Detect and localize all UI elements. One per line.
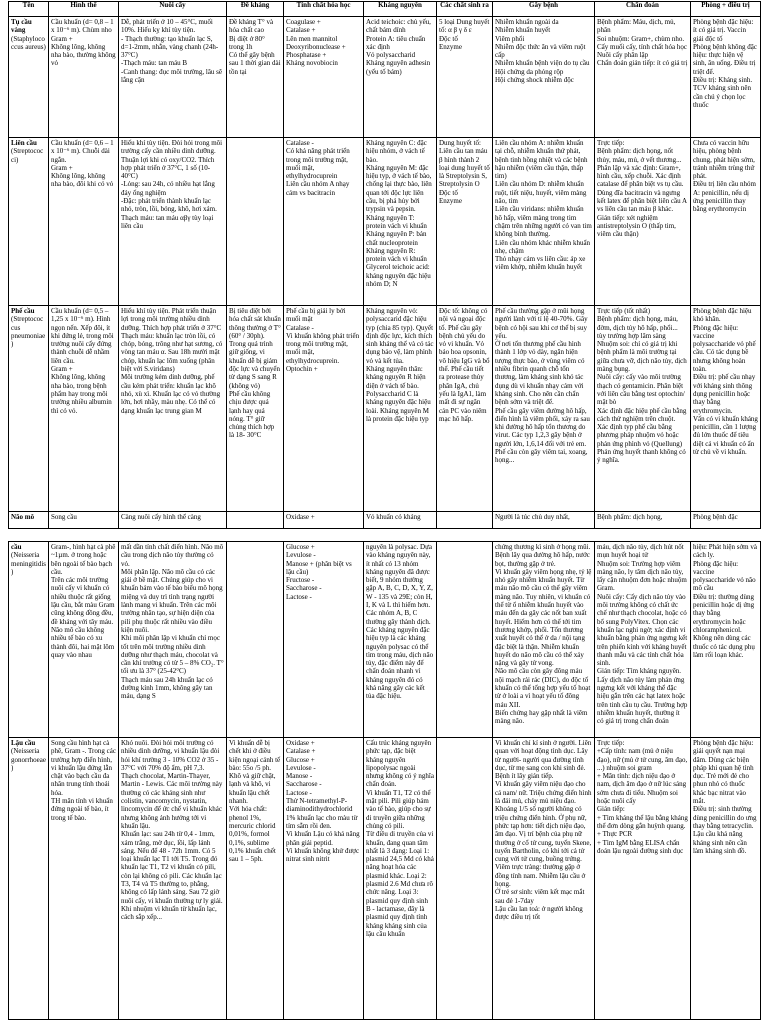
meningo-antigens-cell: nguyên là polysac. Dựa vào kháng nguyên này, ít nhất có 13 nhóm kháng nguyên đã được biết, 9 nhóm thường gặp A, B, C, D, X, Y, Z, W - 135 và 29E; còn H, I, K và L thì hiếm hơn. Các nhóm A, B, C thường gây thành dịch. Các kháng nguyên đặc hiệu typ là các kháng nguyên polysac có thể tìm trong máu, dịch não tủy, đặc điểm này để chẩn đoán nhanh vì kháng nguyên đó có khả năng gây các kết tủa đặc hiệu. [364,542,437,738]
meningo-products-cell [437,542,493,738]
header-resistance: Đề kháng [227,2,284,17]
strep-culture-cell: Hiếu khí tùy tiện. Đòi hỏi trong môi trường cấy cần nhiều dinh dưỡng. Thuận lợi khi có oxy/CO2. Thích hợp phát triển ở 37°C, 1 số (10-40°C) -Lỏng: sau 24h, có nhiều hạt lắng đáy ống nghiệm -Đặc: phát triển thành khuẩn lạc nhỏ, tròn, lồi, bóng, khô, hơi xám. Thạch máu: tan máu αβγ tùy loại liên cầu [119,138,227,306]
staph-name: Tụ cầu vàng [11,18,32,35]
bacteria-table-page-1 [8,1,761,529]
pneumo-products-cell: Độc tố: không có nội và ngoại độc tố. Phế cầu gây bệnh chủ yếu do vỏ vi khuẩn. Vỏ bảo hoa opsonin, vô hiệu IgG và bổ thể. Phế cầu tiết ra protease thủy phân IgA, chủ yếu là IgA1, làm mất đi sự ngăn cản PC vào niêm mạc hô hấp. [437,306,493,512]
strep-name: Liên cầu [11,139,37,147]
header-culture: Nuôi cấy [119,2,227,17]
meningo-top-biochemistry-cell: Oxidase + [284,512,364,529]
staph-culture-cell: Dễ, phát triển ở 10 – 45°C, muối 10%. Hiếu kỵ khí tùy tiện. - Thạch thường: tạo khuẩn lạc S, d=1-2mm, nhẵn, vàng chanh (24h- 37°C) -Thạch máu: tan máu B -Canh thang: đục môi trường, lâu sẽ lắng cặn [119,17,227,138]
meningo-top-culture-cell: Càng nuôi cấy hình thể càng [119,512,227,529]
pneumo-name: Phế cầu [11,307,35,315]
meningo-top-name-cell [9,512,49,529]
meningo-top-morphology-cell: Song cầu [49,512,119,529]
pneumo-resistance-cell: Bị tiêu diệt bởi hóa chất sát khuẩn thông thường ở T° (60° / 30ph). Trong quá trình giữ giống, vi khuẩn dễ bị giảm độc lực và chuyển từ dạng S sang R (không vỏ) Phế cầu không chịu được quá lạnh hay quá nóng. T° giữ chủng thích hợp là 18- 30°C [227,306,284,512]
table-row-meningococcus [9,542,761,738]
table-row-staphylococcus [9,17,761,138]
strep-products-cell: Dung huyết tố: Liên cầu tan máu β hình thành 2 loại dung huyết tố là Streptolysin S, Streptolysin O Độc tố Enzyme [437,138,493,306]
staph-biochemistry-cell: Coagulase + Catalase + Lên men mannitol Deoxyribonuclease + Phosphatase + Kháng novobiocin [284,17,364,138]
meningo-morphology-cell: Gram-, hình hạt cà phê ~1µm. ở trong hoặc bên ngoài tế bào bạch cầu. Trên các môi trường nuôi cấy vi khuẩn có nhiều thuộc rất giống lậu cầu, bắt màu Gram cũng không đồng đều, đề kháng với tây máu. Não mô cầu không nhiều tế bào có xu thành đôi, hai mặt lõm quay vào nhau [49,542,119,738]
table-row-streptococcus [9,138,761,306]
gono-latin-name: (Neisseria gonorrhoeae) [11,747,46,772]
staph-name-cell [9,17,49,138]
meningo-top-diagnosis-cell: Bệnh phẩm: dịch họng, [595,512,691,529]
header-antigens: Kháng nguyên [364,2,437,17]
pneumo-prevention-cell: Phòng bệnh đặc hiệu khó khăn. Phòng đặc hiệu: vaccine polysaccharide vỏ phế cầu. Có tác dụng bề nhưng không hoàn toàn. Điều trị: phế cầu nhạy với kháng sinh thông dụng penicillin hoặc thay bằng erythromycin. Vấn có vi khuẩn kháng penicillin, cần 1 lượng đủ lớn thuốc để tiêu diệt cả vi khuẩn có ẩn từ chủ về vi khuẩn. [691,306,761,512]
gono-morphology-cell: Song cầu hình hạt cà phê, Gram -. Trong các trường hợp điển hình, vi khuẩn lậu đứng lẫn chật vào bạch cầu đa nhân trung tính thoái hóa. TH mãn tính vi khuẩn đứng ngoài tế bào, ít trong tế bào. [49,738,119,1020]
gono-biochemistry-cell: Oxidase + Catalase + Glucose + Levulose - Manose - Saccharose - Lactose - Thử N-tetramethyl-P-diaminodithydrochlorid 1% khuẩn lạc cho màu từ tím sẫm rồi đen. Vi khuẩn Lậu có khả năng phân giải peptid. Vi khuẩn không khử được nitrat sinh nitrit [284,738,364,1020]
pneumo-biochemistry-cell: Phế cầu bị giải ly bởi muối mật Catalase - Vi khuẩn không phát triển trong môi trường mật, muối mật, ethylhydrocuprein. Optochin + [284,306,364,512]
table-row-meningococcus-top [9,512,761,529]
pneumo-name-cell [9,306,49,512]
strep-pathogenesis-cell: Liên cầu nhóm A: nhiễm khuẩn tại chỗ, nhiễm khuẩn thứ phát, bệnh tinh hồng nhiệt và các bệnh hậu nhiễm (viêm cầu thận, thấp tim) Liên cầu nhóm D: nhiễm khuẩn ruột, tiết niệu, huyết, viêm màng não, tim Liên cầu viridans: nhiễm khuẩn hô hấp, viêm màng trong tim chậm trên những người có van tim không bình thường. Liên cầu nhóm khác nhiễm khuẩn nhẹ, chậm Thỏ nhạy cảm vs liên cầu: áp xe viêm khớp, nhiễm khuẩn huyết [493,138,595,306]
pneumo-latin-name: (Streptococcus pneumoniae) [11,315,46,349]
gono-diagnosis-cell: Trực tiếp: +Cấp tính: nam (mủ ở niệu đạo), nữ (mủ ở tử cung, âm đạo, ...) nhuộm soi gram + Mãn tính: dịch niệu đạo ở nam, dịch âm đạo ở nữ lúc sáng sớm chưa đi tiểu. Nhuộm soi hoặc nuôi cấy Gián tiếp: + Tìm kháng thể lậu bằng kháng thể đơn dòng gắn huỳnh quang. + Thực PCR + Tìm IgM bằng ELISA chẩn đoán lậu ngoài đường sinh dục [595,738,691,1020]
meningo-name-cell [9,542,49,738]
meningo-latin-name: (Neisseria meningitidis) [11,551,46,576]
strep-latin-name: (Streptococci) [11,147,44,164]
strep-antigens-cell: Kháng nguyên C: đặc hiệu nhóm, ở vách tế bào. Kháng nguyên M: đặc hiệu typ, ở vách tế bào, chống lại thực bào, liên quan tới độc lực liên cầu, bị phá hủy bởi trypsin và pepsin. Kháng nguyên T: protein vách vi khuẩn Kháng nguyên P: bản chất nucleoprotein Kháng nguyên R: protein vách vi khuẩn Glycerol teichoic acid: kháng nguyên đặc hiệu nhóm D; N [364,138,437,306]
strep-resistance-cell [227,138,284,306]
meningo-top-pathogenesis-cell: Người là túc chủ duy nhất, [493,512,595,529]
staph-prevention-cell: Phòng bệnh đặc hiệu: ít có giá trị. Vaccin giải độc tố Phòng bệnh không đặc hiệu: thực hiện vệ sinh, ăn uống. Điều trị triệt để. Điều trị: Kháng sinh. TCV kháng sinh nên cần chú ý chọn lọc thuốc [691,17,761,138]
meningo-top-antigens-cell: Vỏ khuẩn có kháng [364,512,437,529]
gono-resistance-cell: Vi khuẩn dễ bị chết khi ở điều kiện ngoại cảnh tế bào: 55o /5 ph. Khô và giữ chặt, lạnh và khô, vi khuẩn lậu chết nhanh. Với hóa chất: phenol 1%, mercuric chlorid 0,01%, formol 0,1%, sublime 0,1% khuẩn chết sau 1 – 5ph. [227,738,284,1020]
header-row [9,2,761,17]
pneumo-antigens-cell: Kháng nguyên vỏ: polysaccarid đặc hiệu typ (chia 85 typ). Quyết định độc lực, kích thích sinh kháng thể và có tác dụng bảo vệ, làm phình vỏ và kết tủa. Kháng nguyên thân: kháng nguyên R hiện diện ở vách tế bào. Polysaccharid C là kháng nguyên đặc hiệu loài. Kháng nguyên M là protein đặc hiệu typ [364,306,437,512]
staph-pathogenesis-cell: Nhiễm khuẩn ngoài da Nhiễm khuẩn huyết Viêm phổi Nhiễm độc thức ăn và viêm ruột cấp Nhiễm khuẩn bệnh viện do tụ cầu Hội chứng da phỏng rộp Hội chứng shock nhiễm độc [493,17,595,138]
gono-products-cell [437,738,493,1020]
header-name: Tên [9,2,49,17]
meningo-top-prevention-cell: Phòng bệnh đặc [691,512,761,529]
meningo-diagnosis-cell: máu, dịch não tủy, dịch hút nốt mụn huyết hoại tử Nhuộm soi: Trường hợp viêm màng não, ly tâm dịch não tủy, lấy cặn nhuộm đơn hoặc nhuộm Gram. Nuôi cấy: Cấy dịch não tủy vào môi trường không có chất ức chế như thạch chocolat, hoặc có bổ sung PolyVitex. Chọn các khuẩn lạc nghi ngờ; xác định vi khuẩn bằng phản ứng ngưng kết trên phiến kính với kháng huyết thanh mẫu và các tính chất hóa sinh. Gián tiếp: Tìm kháng nguyên. Lấy dịch não tủy làm phản ứng ngưng kết với kháng thể đặc hiệu gắn trên các hạt latex hoặc trên tinh cầu tụ cầu. Trường hợp nhiễm khuẩn huyết, thường ít có giá trị trong chẩn đoán [595,542,691,738]
pneumo-diagnosis-cell: Trực tiếp (tốt nhất) Bệnh phẩm: dịch họng, máu, đờm, dịch tủy hô hấp, phổi... tùy trường hợp lâm sàng Nhuộm soi: chỉ có giá trị khi bệnh phẩm là môi trường tại giữa chưa vỡ, dịch não tủy, dịch màng bụng. Nuôi cấy: cấy vào môi trường thạch có gentamicin. Phân biệt với liên cầu bằng test optochin/ mật bò Xác định đặc hiệu phế cầu bằng cách thử nghiệm trên chuột. Xác định typ phế cầu bằng phương pháp nhuộm vỏ hoặc phản ứng phình vỏ (Quellung) Phản ứng huyết thanh không có ý nghĩa. [595,306,691,512]
strep-morphology-cell: Cầu khuẩn (d= 0,6 – 1 x 10⁻⁶ m). Chuỗi dài ngắn. Gram + Không lông, không nha bào, đôi khi có vỏ [49,138,119,306]
staph-antigens-cell: Acid teichoic: chủ yếu, chất bám dính Protein A: tiêu chuẩn xác định Vỏ polysaccharid Kháng nguyên adhesin (yếu tố bám) [364,17,437,138]
staph-resistance-cell: Đề kháng T° và hóa chất cao Bị diệt ở 80° trong 1h Có thể gây bệnh sau 1 thời gian dài tồn tại [227,17,284,138]
pneumo-pathogenesis-cell: Phế cầu thường gặp ở mũi họng người lành với tỉ lệ 40-70%. Gây bệnh có hội sau khi cơ thể bị suy yếu. Ở nơi tổn thương phế cầu hình thành 1 lớp vỏ dày, ngăn hiện tượng thực bào, ở vùng viêm có nhiều fibrin quanh chỗ tổn thương, làm kháng sinh khó tác dụng dù vi khuẩn nhạy cảm với kháng sinh. Cho nên cần chẩn bệnh sớm và triệt để. Phế cầu gây viêm đường hô hấp, điển hình là viêm phổi, xảy ra sau khi đường hô hấp tổn thương do virut. Các typ 1,2,3 gây bệnh ở người lớn, 1,6,14 đối với trẻ em. Phế cầu còn gây viêm tai, xoang, họng... [493,306,595,512]
strep-prevention-cell: Chưa có vaccin hữu hiệu, phòng bệnh chung, phát hiện sớm, tránh nhiễm trùng thứ phát. Điều trị liên cầu nhóm A: penicillin, nếu dị ứng penicillin thay bằng erythromycin [691,138,761,306]
staph-products-cell: 5 loại Dung huyết tố: α β γ δ ε Độc tố Enzyme [437,17,493,138]
gono-name-cell [9,738,49,1020]
header-diagnosis: Chẩn đoán [595,2,691,17]
staph-morphology-cell: Cầu khuẩn (d= 0,8 – 1 x 10⁻⁶ m). Chùm nho Gram + Không lông, không nha bào, thường không vỏ [49,17,119,138]
header-products: Các chất sinh ra [437,2,493,17]
header-morphology: Hình thể [49,2,119,17]
meningo-biochemistry-cell: Glucose + Levulose - Manose + (phân biệt vs lậu cầu) Fructose - Saccharose - Lactose - [284,542,364,738]
gono-name: Lậu cầu [11,739,36,747]
header-prevention: Phòng + điều trị [691,2,761,17]
strep-biochemistry-cell: Catalase - Có khả năng phát triển trong môi trường mật, muối mật, ethylhydrocuprein Liên cầu nhóm A nhạy cảm vs bacitracin [284,138,364,306]
table-row-gonococcus [9,738,761,1020]
staph-latin-name: (Staphylococcus aureus) [11,34,46,51]
strep-name-cell [9,138,49,306]
gono-pathogenesis-cell: Vi khuẩn chỉ kí sinh ở người. Liên quan với hoạt động tình dục. Lây từ người- người qua đường tình dục, từ mẹ sang con khi sinh đẻ. Bệnh ít lây gián tiếp. Vi khuẩn gây viêm niệu đạo cho cả nam/ nữ. Triệu chứng điển hình là đái mủ, chảy mủ niệu đạo. Khoảng 1/5 số người không có triệu chứng điển hình. Ở phụ nữ, phức tạp hơn: tiết dịch niệu đạo, âm đạo. Vị trí bệnh của phụ nữ thường ở cổ tử cung, tuyến Skene, tuyến Bartholin, có khi tới cả tử cung với tử cung, buồng trứng. Viêm trực tràng: thường gặp ở đồng tính nam. Nhiễm lậu cầu ở họng. Ở trẻ sơ sinh: viêm kết mạc mắt sau đẻ 1-7day Lậu cầu lan toả: ở người không được điều trị tốt [493,738,595,1020]
table-row-pneumococcus [9,306,761,512]
meningo-name: cầu [11,543,22,551]
gono-antigens-cell: Cấu trúc kháng nguyên phức tạp, đặc biệt kháng nguyên lipopolysac ngoài nhưng không có ý nghĩa chẩn đoán. Vi khuẩn T1, T2 có thể mặt pili. Pili giúp bám vào tế bào, giúp cho sự di truyền giữa những chủng có pili. Từ điều di truyền của vi khuẩn, đang quan tâm nhất là 3 dạng: Loại 1: plasmid 24,5 Md có khả năng hoạt hóa các plasmid khác. Loại 2: plasmid 2.6 Md chưa rõ chức năng. Loại 3: plasmid quy định sinh B - lactamase, đây là plasmid quy định tính kháng kháng sinh của lậu cầu khuẩn [364,738,437,1020]
gono-culture-cell: Khó nuôi. Đòi hỏi môi trường có nhiều dinh dưỡng, vi khuẩn lậu đòi hỏi khí trường 3 - 10% CO2 ở 35 - 37°C với 70% độ ẩm, pH 7,3. Thạch chocolat, Martin-Thayer, Martin - Lewis. Các môi trường này thường có các kháng sinh như colistin, vancomycin, nystatin, lincomycin để ức chế vi khuẩn khác nhưng không ảnh hưởng tới vi khuẩn lậu. Khuẩn lạc: sau 24h từ 0,4 - 1mm, xám trắng, mờ đục, lồi, lấp lánh sáng. Nếu để 48 - 72h 1mm. Có 5 loại khuẩn lạc T1 tới T5. Trong đó khuẩn lạc T1, T2 vi khuẩn có pili, còn lại không có pili. Các khuẩn lạc T3, T4 và T5 thường to, phẳng, không có lấp lánh sáng. Sau 72 giờ nuôi cấy, vi khuẩn thường tự ly giải. Khi nhuộm vi khuẩn từ khuẩn lạc, cách sắp xếp... [119,738,227,1020]
pneumo-culture-cell: Hiếu khí tùy tiện. Phát triển thuận lợi trong môi trường nhiều dinh dưỡng. Thích hợp phát triển ở 37°C Thạch máu: khuẩn lạc tròn lồi, có chóp, bóng, trông như hạt sương, có vòng tan máu α. Sau 18h mười mặt chóp, khuẩn lạc lõm xuống (phân biệt với S.viridans) Môi trường kém dinh dưỡng, phế cầu kém phát triển: khuẩn lạc khô nhỏ, xù xì. Khuẩn lạc có vỏ thường lớn, hơi nhầy, màu nhẹ. Có thể có dạng khuẩn lạc trung gian M [119,306,227,512]
meningo-top-name: Não mô [11,513,35,521]
meningo-pathogenesis-cell: chứng thương kì sinh ở họng mũi. Bệnh lây qua đường hô hấp, nước bọt, thường gặp ở trẻ. Vi khuẩn gây viêm họng nhẹ, tỷ lệ nhỏ gây nhiễm khuẩn huyết. Từ máu não mô cầu có thể gây viêm màng não. Tuy nhiên, vi khuẩn có thể từ ổ nhiễm khuẩn huyết vào máu đến da gây các nốt ban xuất huyết. Hiếm hơn có thể tới tim thương khớp, phổi. Tổn thương xuất huyết có thể ở da / nội tạng đặc biệt là thận. Nhiễm khuẩn huyết do não mô cầu có thể xảy nặng và gây tử vong. Não mô cầu còn gây đông máu nội mạch rải rác (DIC), do độc tố khuẩn có thể tổng hợp yếu tố hoạt từ ở loài a vì hoạt yếu tố đông máu XII. Biến chứng hay gặp nhất là viêm màng não. [493,542,595,738]
pneumo-morphology-cell: Cầu khuẩn (d= 0,5 – 1,25 x 10⁻⁶ m). Hình ngọn nến. Xếp đôi, ít khi đứng lẻ, trong môi trường nuôi cấy đứng thành chuỗi dễ nhầm liên cầu. Gram + Không lông, không nha bào, trong bệnh phẩm hay trong môi trường nhiều albumin thì có vỏ. [49,306,119,512]
gono-prevention-cell: Phòng bệnh đặc hiệu: giải quyết nạn mại dâm. Dùng các biện pháp khi quan hệ tình dục. Trẻ mới đẻ cho phun nhỏ có thuốc khác bạc nitrat vào mắt. Điều trị: sinh thường dùng penicillin do ưng thay bằng tetracyclin. Lậu cầu khả năng kháng sinh nên cần làm kháng sinh đồ. [691,738,761,1020]
meningo-culture-cell: mất dần tính chất điển hình. Não mô cầu trong dịch não tủy thường có vỏ. Môi phân lập. Não mô cầu có các giải ở bề mặt. Chúng giúp cho vi khuẩn bám vào tế bào biểu mô họng miệng và duy trì tình trạng người lành mang vi khuẩn. Trên các môi trường nhân tạo, sự hiện diện của pili phụ thuộc rất nhiều vào điều kiện nuôi. Khi môi phân lập vi khuẩn chỉ mọc tốt trên môi trường nhiều dinh dưỡng như thạch máu, chocolat và cần khí trường có từ 5 – 8% CO₂. T° tối ưu là 37° (25-42°C) Thạch máu sau 24h khuẩn lạc có đường kính 1mm, không gây tan máu, dạng S [119,542,227,738]
header-biochemistry: Tính chất hóa học [284,2,364,17]
strep-diagnosis-cell: Trực tiếp: Bệnh phẩm: dịch họng, nốt thủy, máu, mủ, ở vết thương... Phân lập và xác định: Gram+, hình cầu, xếp chuỗi. Xác định catalase để phân biệt vs tụ cầu. Dùng đĩa bacitracin và ngưng kết latex để phân biệt liên cầu A vs liên cầu tan máu β khác. Gián tiếp: xét nghiệm antistreptolysin O (thấp tim, viêm cầu thận) [595,138,691,306]
staph-diagnosis-cell: Bệnh phẩm: Máu, dịch, mủ, phân Soi nhuộm: Gram+, chùm nho. Cấy muối cấy, tính chất hóa học Nuôi cấy phân lập Chẩn đoán gián tiếp: ít có giá trị [595,17,691,138]
header-pathogenesis: Gây bệnh [493,2,595,17]
meningo-resistance-cell [227,542,284,738]
meningo-top-products-cell [437,512,493,529]
meningo-top-resistance-cell [227,512,284,529]
bacteria-table-page-2 [8,541,761,1020]
meningo-prevention-cell: hiệu: Phát hiện sớm và cách ly. Phòng đặc hiệu: vaccine polysaccharide vỏ não mô cầu Điều trị: thường dùng penicillin hoặc dị ứng thay bằng erythromycin hoặc chloramphenicol. Không nên dùng các thuốc có tác dụng phụ làm rối loạn khác. [691,542,761,738]
